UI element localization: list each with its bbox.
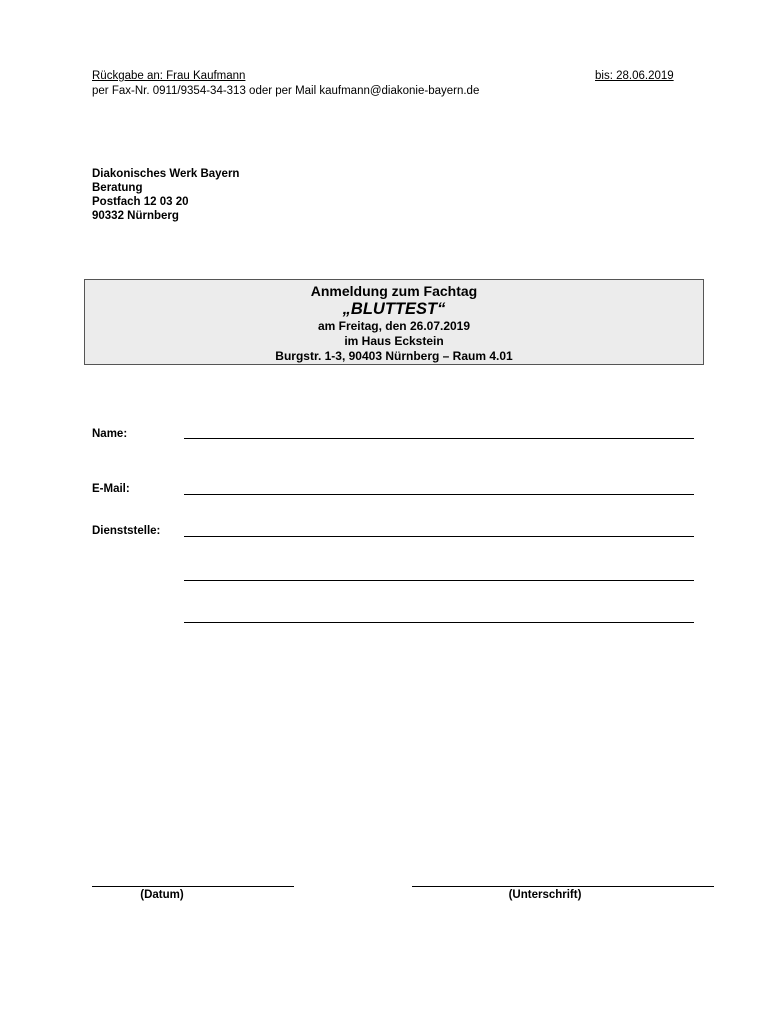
office-field-line-3[interactable] bbox=[184, 622, 694, 623]
event-title-box bbox=[84, 279, 704, 365]
address-line-3: Postfach 12 03 20 bbox=[92, 196, 189, 208]
email-label: E-Mail: bbox=[92, 483, 130, 495]
name-label: Name: bbox=[92, 428, 128, 440]
event-date: am Freitag, den 26.07.2019 bbox=[317, 319, 471, 333]
return-to-text: Rückgabe an: Frau Kaufmann bbox=[92, 70, 246, 82]
event-venue: im Haus Eckstein bbox=[344, 334, 444, 348]
event-location: Burgstr. 1-3, 90403 Nürnberg – Raum 4.01 bbox=[275, 349, 513, 363]
deadline-text: bis: 28.06.2019 bbox=[595, 70, 674, 82]
form-heading: Anmeldung zum Fachtag bbox=[310, 283, 478, 299]
date-field[interactable] bbox=[92, 886, 294, 887]
signature-label: (Unterschrift) bbox=[508, 889, 582, 901]
date-label: (Datum) bbox=[140, 889, 184, 901]
signature-field[interactable] bbox=[412, 886, 714, 887]
event-name: „BLUTTEST“ bbox=[342, 300, 446, 318]
address-line-4: 90332 Nürnberg bbox=[92, 210, 179, 222]
office-label: Dienststelle: bbox=[92, 525, 161, 537]
address-block bbox=[92, 167, 239, 223]
address-line-2: Beratung bbox=[92, 182, 143, 194]
email-field[interactable] bbox=[184, 494, 694, 495]
fax-mail-text: per Fax-Nr. 0911/9354-34-313 oder per Mail kaufmann@diakonie-bayern.de bbox=[92, 85, 480, 97]
address-line-1: Diakonisches Werk Bayern bbox=[92, 168, 240, 180]
office-field-line-2[interactable] bbox=[184, 580, 694, 581]
name-field[interactable] bbox=[184, 438, 694, 439]
office-field-line-1[interactable] bbox=[184, 536, 694, 537]
